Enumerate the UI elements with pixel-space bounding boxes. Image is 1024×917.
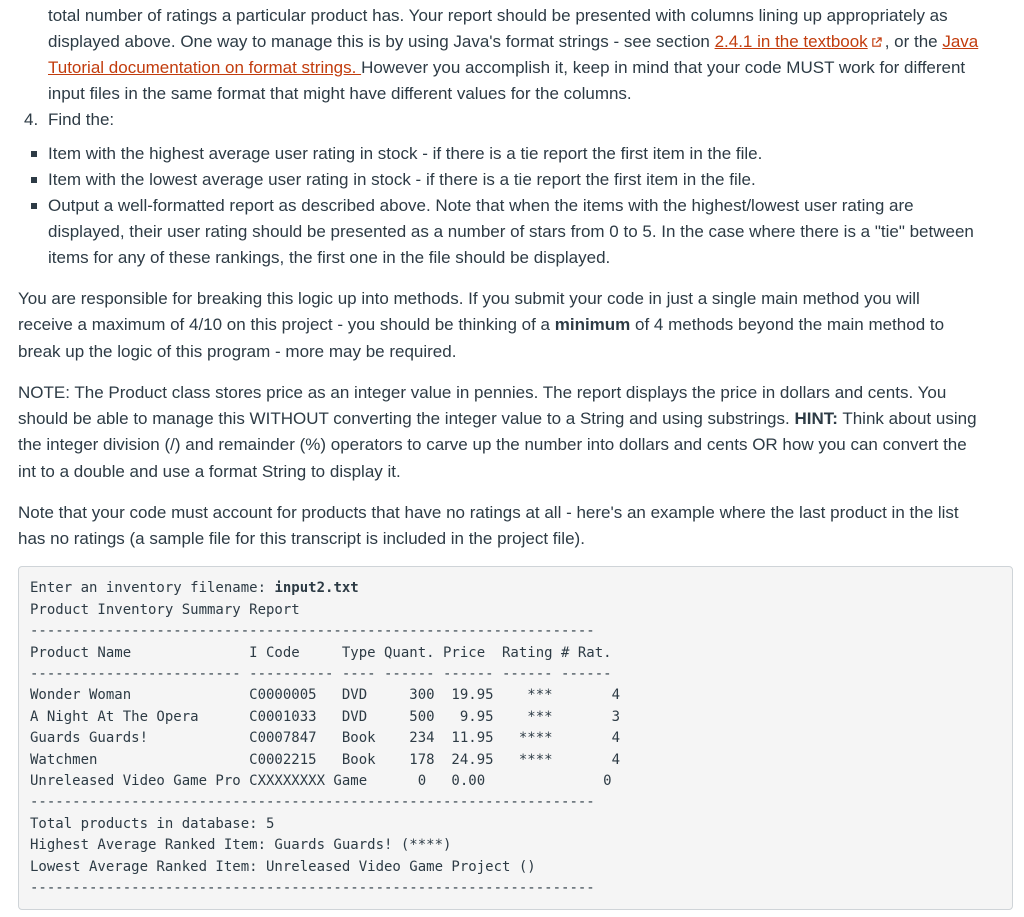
intro-line-2	[48, 29, 978, 55]
report-header: Product Name I Code Type Quant. Price Rating # Rat.	[30, 645, 612, 661]
note-line-1: NOTE: The Product class stores price as an integer value in pennies. The report displays the price in dollars and cents. You	[18, 383, 947, 402]
methods-line-2-text: receive a maximum of 4/10 on this project - you should be thinking of a	[18, 315, 555, 334]
note-line-2-end: Think about using	[837, 409, 977, 428]
note-line-2	[18, 406, 977, 432]
lowest-ranked: Lowest Average Ranked Item: Unreleased Video Game Project ()	[30, 859, 536, 875]
methods-line-1: You are responsible for breaking this logic up into methods. If you submit your code in just a single main method you will	[18, 289, 920, 308]
java-tutorial-link[interactable]: Tutorial documentation on format strings.	[48, 58, 362, 77]
report-rule-top: -------------------------------------------------------------------	[30, 623, 595, 639]
bullet-marker	[31, 177, 37, 183]
note-line-4: int to a double and use a format String to display it.	[18, 462, 401, 481]
ratings-line-2: has no ratings (a sample file for this transcript is included in the project file).	[18, 529, 585, 548]
report-row: Guards Guards! C0007847 Book 234 11.95 **** 4	[30, 730, 621, 746]
intro-line-2-text: displayed above. One way to manage this is by using Java's format strings - see section	[48, 32, 715, 51]
user-input: input2.txt	[274, 580, 359, 596]
methods-line-2	[18, 312, 944, 338]
java-link[interactable]: Java	[942, 32, 979, 51]
note-line-2-text: should be able to manage this WITHOUT converting the integer value to a String and using substrings.	[18, 409, 795, 428]
report-row: Watchmen C0002215 Book 178 24.95 **** 4	[30, 752, 621, 768]
external-link-icon	[871, 37, 882, 48]
textbook-link[interactable]: 2.4.1 in the textbook	[714, 32, 868, 51]
methods-line-3: break up the logic of this program - more may be required.	[18, 342, 457, 361]
hint-emphasis: HINT:	[794, 409, 838, 428]
step-number: 4.	[24, 110, 39, 129]
total-products: Total products in database: 5	[30, 816, 275, 832]
bullet-marker	[31, 203, 37, 209]
bullet-output-cont-2: items for any of these rankings, the first one in the file should be displayed.	[48, 248, 611, 267]
bullet-output: Output a well-formatted report as described above. Note that when the items with the highest/lowest user rating are	[48, 196, 914, 215]
report-row: Unreleased Video Game Pro CXXXXXXXX Game 0 0.00 0	[30, 773, 612, 789]
bullet-lowest: Item with the lowest average user rating in stock - if there is a tie report the first item in the file.	[48, 170, 756, 189]
report-header-rule: ------------------------- ---------- ---- ------ ------ ------ ------	[30, 666, 612, 682]
report-row: Wonder Woman C0000005 DVD 300 19.95 *** 4	[30, 687, 621, 703]
intro-line-2-mid: , or the	[884, 32, 943, 51]
prompt-line	[30, 578, 359, 599]
prompt-text: Enter an inventory filename:	[30, 580, 275, 596]
intro-line-3-text: However you accomplish it, keep in mind that your code MUST work for different	[361, 58, 966, 77]
report-row: A Night At The Opera C0001033 DVD 500 9.95 *** 3	[30, 709, 621, 725]
bullet-output-cont-1: displayed, their user rating should be presented as a number of stars from 0 to 5. In the case where there is a "tie" between	[48, 222, 974, 241]
highest-ranked: Highest Average Ranked Item: Guards Guards! (****)	[30, 837, 452, 853]
step-label: Find the:	[48, 110, 115, 129]
report-title: Product Inventory Summary Report	[30, 602, 300, 618]
transcript-code-block	[18, 566, 1013, 910]
ratings-line-1: Note that your code must account for products that have no ratings at all - here's an example where the last product in the list	[18, 503, 959, 522]
bullet-marker	[31, 151, 37, 157]
report-rule-mid: -------------------------------------------------------------------	[30, 794, 595, 810]
minimum-emphasis: minimum	[554, 315, 631, 334]
intro-line-1: total number of ratings a particular product has. Your report should be presented with columns lining up appropriately as	[48, 6, 948, 25]
bullet-highest: Item with the highest average user rating in stock - if there is a tie report the first item in the file.	[48, 144, 763, 163]
methods-line-2-end: of 4 methods beyond the main method to	[630, 315, 945, 334]
report-rule-bottom: -------------------------------------------------------------------	[30, 880, 595, 896]
intro-line-3	[48, 55, 965, 81]
note-line-3: the integer division (/) and remainder (%) operators to carve up the number into dollars and cents OR how you can convert the	[18, 435, 967, 454]
intro-line-4: input files in the same format that might have different values for the columns.	[48, 84, 632, 103]
